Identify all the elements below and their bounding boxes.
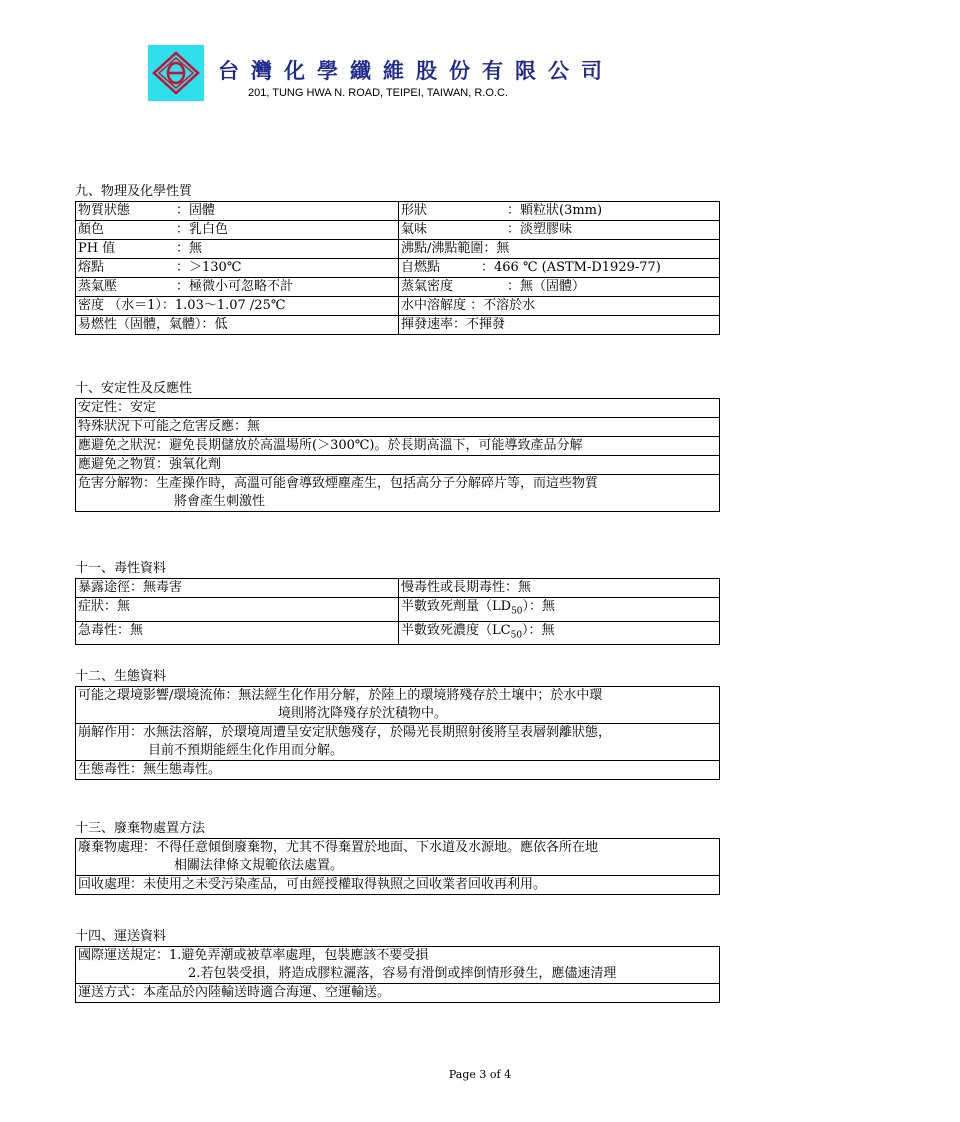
property-value: ：乳白色: [176, 222, 229, 237]
disposal-cell: [76, 839, 720, 876]
impact-line: 境則將沈降殘存於沈積物中。: [278, 706, 448, 721]
letterhead: [148, 45, 614, 105]
property-value: ：固體: [176, 203, 216, 218]
table-row: [76, 598, 720, 622]
property-value: ：無（固體）: [507, 279, 586, 294]
table-row: [76, 724, 720, 761]
property-cell: [399, 259, 720, 278]
section-stability-reactivity: [75, 380, 720, 512]
decomposition-line: 危害分解物：生產操作時，高溫可能會導致煙塵產生，包括高分子分解碎片等，而這些物質: [78, 476, 599, 491]
ld50-subscript: 50: [511, 606, 523, 617]
table-row: [76, 240, 720, 259]
decomposition-cell: [76, 475, 720, 512]
table-row: [76, 297, 720, 316]
decomposition-line: 將會產生刺激性: [174, 494, 266, 509]
lc50-value: ）：無: [522, 622, 555, 638]
properties-table: [75, 201, 720, 335]
avoid-materials-cell: 應避免之物質：強氧化劑: [76, 456, 720, 475]
property-value: ：顆粒狀(3mm): [507, 203, 603, 218]
property-cell: [76, 259, 399, 278]
table-row: [76, 947, 720, 984]
property-label: 沸點/沸點範圍: [401, 241, 484, 256]
ecotoxicity-cell: 生態毒性：無生態毒性。: [76, 761, 720, 780]
density-cell: 密度 （水＝1）：1.03～1.07 /25℃: [76, 297, 399, 316]
toxicity-table: [75, 578, 720, 645]
section-disposal: [75, 820, 720, 895]
page-number: Page 3 of 4: [448, 1068, 512, 1081]
section-toxicity: [75, 560, 720, 645]
exposure-cell: 暴露途徑：無毒害: [76, 579, 399, 598]
property-cell: [76, 202, 399, 221]
section-ecological: [75, 668, 720, 780]
property-label: 顏色: [78, 222, 105, 237]
section-title: 十四、運送資料: [75, 929, 167, 944]
section-transport: [75, 928, 720, 1003]
stability-table: [75, 398, 720, 512]
flammability-cell: 易燃性（固體，氣體）：低: [76, 316, 399, 335]
table-row: [76, 316, 720, 335]
table-row: [76, 475, 720, 512]
property-value: ：無: [176, 241, 203, 256]
diamond-logo-icon: [150, 47, 202, 99]
degradation-cell: [76, 724, 720, 761]
symptoms-cell: 症狀：無: [76, 598, 399, 622]
intl-transport-line: 國際運送規定：1.避免弄潮或被草率處理，包裝應該不要受損: [78, 948, 429, 963]
property-label: 熔點: [78, 260, 105, 275]
property-label: 蒸氣密度: [401, 279, 454, 294]
avoid-conditions-cell: 應避免之狀況：避免長期儲放於高溫場所(＞300℃)。於長期高溫下，可能導致產品分解: [76, 437, 720, 456]
stability-cell: 安定性：安定: [76, 399, 720, 418]
lc50-subscript: 50: [510, 630, 523, 641]
recycling-cell: 回收處理：未使用之未受污染產品，可由經授權取得執照之回收業者回收再利用。: [76, 876, 720, 895]
property-value: ：466 ℃ (ASTM-D1929-77): [481, 260, 661, 275]
degradation-line: 崩解作用：水無法溶解，於環境周遭呈安定狀態殘存，於陽光長期照射後將呈表層剝離狀態，: [78, 725, 612, 740]
table-row: [76, 437, 720, 456]
table-row: [76, 418, 720, 437]
section-title: 十一、毒性資料: [75, 561, 167, 576]
property-label: PH 值: [78, 241, 116, 256]
ld50-text: 半數致死劑量（LD: [401, 599, 512, 614]
solubility-cell: 水中溶解度 ：不溶於水: [399, 297, 720, 316]
degradation-line: 目前不預期能經生化作用而分解。: [148, 743, 344, 758]
section-title: 十二、生態資料: [75, 669, 167, 684]
table-row: [76, 399, 720, 418]
property-cell: [399, 240, 720, 259]
transport-table: [75, 946, 720, 1003]
table-row: [76, 456, 720, 475]
property-label: 自燃點: [401, 260, 441, 275]
property-cell: [399, 278, 720, 297]
lc50-cell: [399, 621, 720, 645]
property-cell: [76, 240, 399, 259]
company-address: 201, TUNG HWA N. ROAD, TEIPEI, TAIWAN, R.O.C.: [248, 87, 508, 99]
evaporation-cell: 揮發速率：不揮發: [399, 316, 720, 335]
disposal-line: 廢棄物處理：不得任意傾倒廢棄物，尤其不得棄置於地面、下水道及水源地。應依各所在地: [78, 840, 599, 855]
property-value: ：極微小可忽略不計: [176, 279, 294, 294]
hazard-reaction-cell: 特殊狀況下可能之危害反應：無: [76, 418, 720, 437]
table-row: [76, 876, 720, 895]
acute-cell: 急毒性：無: [76, 621, 399, 645]
table-row: [76, 984, 720, 1003]
ecology-table: [75, 686, 720, 780]
property-cell: [76, 221, 399, 240]
property-cell: [76, 278, 399, 297]
ld50-value: ）：無: [522, 599, 556, 614]
impact-cell: [76, 687, 720, 724]
section-physical-chemical: [75, 183, 720, 335]
company-logo: [148, 45, 204, 101]
disposal-line: 相關法律條文規範依法處置。: [174, 858, 344, 873]
property-label: 蒸氣壓: [78, 279, 118, 294]
chronic-cell: 慢毒性或長期毒性：無: [399, 579, 720, 598]
ld50-cell: [399, 598, 720, 622]
property-cell: [399, 221, 720, 240]
property-value: ：淡塑膠味: [507, 222, 573, 237]
table-row: [76, 621, 720, 645]
table-row: [76, 761, 720, 780]
disposal-table: [75, 838, 720, 895]
table-row: [76, 579, 720, 598]
company-name: 台灣化學纖維股份有限公司: [218, 59, 614, 83]
property-value: ：＞130℃: [176, 260, 242, 275]
property-label: 物質狀態: [78, 203, 131, 218]
transport-method-cell: 運送方式：本產品於內陸輸送時適合海運、空運輸送。: [76, 984, 720, 1003]
lc50-text: 半數致死濃度（LC: [401, 622, 511, 638]
table-row: [76, 687, 720, 724]
property-label: 形狀: [401, 203, 428, 218]
table-row: [76, 278, 720, 297]
table-row: [76, 259, 720, 278]
property-value: ：無: [483, 241, 510, 256]
intl-transport-line: 2.若包裝受損，將造成膠粒灑落，容易有滑倒或摔倒情形發生，應儘速清理: [188, 966, 617, 981]
property-label: 氣味: [401, 222, 428, 237]
section-title: 十三、廢棄物處置方法: [75, 821, 206, 836]
section-title: 九、物理及化學性質: [75, 184, 193, 199]
table-row: [76, 202, 720, 221]
property-cell: [399, 202, 720, 221]
impact-line: 可能之環境影響/環境流佈：無法經生化作用分解，於陸上的環境將殘存於土壤中；於水中環: [78, 688, 603, 703]
table-row: [76, 221, 720, 240]
intl-transport-cell: [76, 947, 720, 984]
section-title: 十、安定性及反應性: [75, 381, 193, 396]
table-row: [76, 839, 720, 876]
